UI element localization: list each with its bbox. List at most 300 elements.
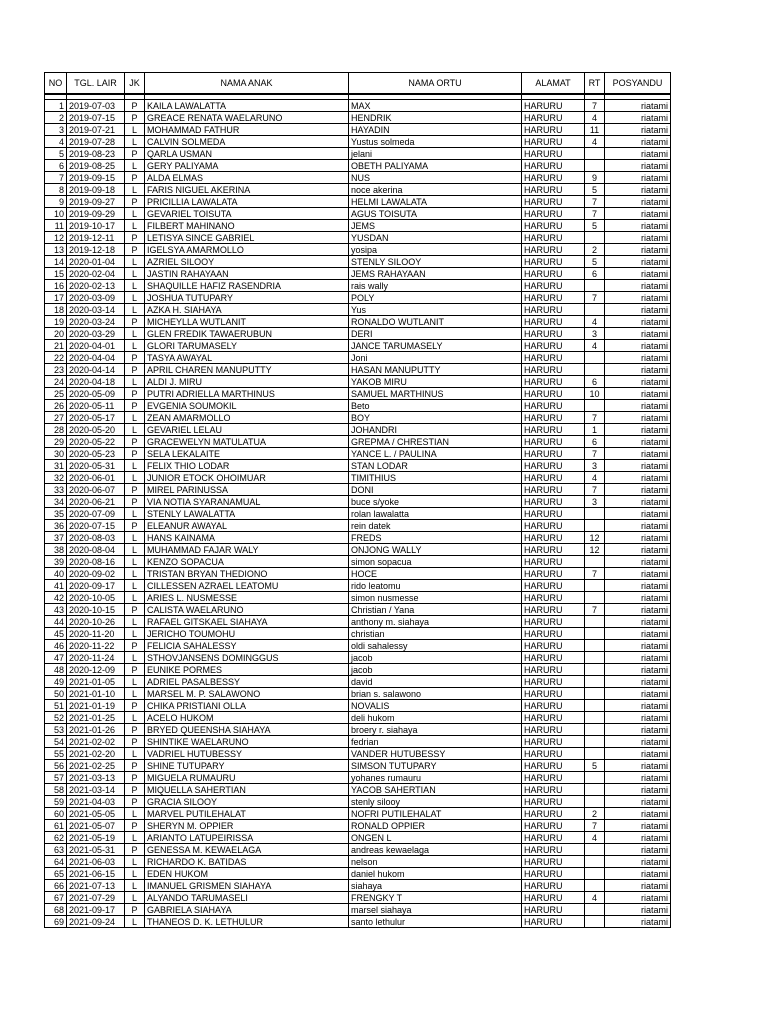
cell-nama-ortu: SAMUEL MARTHINUS bbox=[349, 388, 522, 400]
cell-nama-anak: KENZO SOPACUA bbox=[145, 556, 349, 568]
cell-nama-anak: MOHAMMAD FATHUR bbox=[145, 124, 349, 136]
cell-alamat: HARURU bbox=[522, 256, 585, 268]
cell-nama-ortu: santo lethulur bbox=[349, 916, 522, 928]
cell-posyandu: riatami bbox=[605, 484, 671, 496]
cell-no: 52 bbox=[45, 712, 67, 724]
cell-nama-ortu: HELMI LAWALATA bbox=[349, 196, 522, 208]
cell-rt bbox=[585, 844, 605, 856]
cell-jk: L bbox=[125, 556, 145, 568]
cell-rt: 7 bbox=[585, 484, 605, 496]
cell-nama-anak: FILBERT MAHINANO bbox=[145, 220, 349, 232]
cell-jk: P bbox=[125, 736, 145, 748]
cell-jk: P bbox=[125, 796, 145, 808]
cell-no: 11 bbox=[45, 220, 67, 232]
cell-nama-anak: ADRIEL PASALBESSY bbox=[145, 676, 349, 688]
cell-tgl-lair: 2021-01-25 bbox=[67, 712, 125, 724]
cell-tgl-lair: 2021-06-03 bbox=[67, 856, 125, 868]
cell-tgl-lair: 2020-06-07 bbox=[67, 484, 125, 496]
cell-nama-anak: GREACE RENATA WAELARUNO bbox=[145, 112, 349, 124]
cell-nama-ortu: JOHANDRI bbox=[349, 424, 522, 436]
cell-alamat: HARURU bbox=[522, 712, 585, 724]
cell-nama-ortu: NUS bbox=[349, 172, 522, 184]
table-row bbox=[45, 856, 671, 868]
cell-posyandu: riatami bbox=[605, 124, 671, 136]
table-row bbox=[45, 364, 671, 376]
cell-nama-ortu: POLY bbox=[349, 292, 522, 304]
table-row bbox=[45, 700, 671, 712]
cell-rt bbox=[585, 580, 605, 592]
cell-rt: 7 bbox=[585, 604, 605, 616]
cell-no: 44 bbox=[45, 616, 67, 628]
table-row bbox=[45, 124, 671, 136]
cell-posyandu: riatami bbox=[605, 220, 671, 232]
cell-tgl-lair: 2021-05-31 bbox=[67, 844, 125, 856]
cell-posyandu: riatami bbox=[605, 388, 671, 400]
cell-nama-ortu: jacob bbox=[349, 664, 522, 676]
cell-rt bbox=[585, 352, 605, 364]
cell-nama-ortu: NOFRI PUTILEHALAT bbox=[349, 808, 522, 820]
cell-rt bbox=[585, 592, 605, 604]
cell-nama-anak: GENESSA M. KEWAELAGA bbox=[145, 844, 349, 856]
cell-nama-ortu: Yustus solmeda bbox=[349, 136, 522, 148]
cell-tgl-lair: 2020-05-11 bbox=[67, 400, 125, 412]
cell-jk: P bbox=[125, 640, 145, 652]
cell-rt: 5 bbox=[585, 760, 605, 772]
cell-nama-anak: RICHARDO K. BATIDAS bbox=[145, 856, 349, 868]
cell-jk: L bbox=[125, 916, 145, 928]
table-row bbox=[45, 136, 671, 148]
cell-nama-anak: HANS KAINAMA bbox=[145, 532, 349, 544]
cell-alamat: HARURU bbox=[522, 880, 585, 892]
cell-rt: 3 bbox=[585, 496, 605, 508]
table-row bbox=[45, 904, 671, 916]
cell-jk: P bbox=[125, 664, 145, 676]
data-table bbox=[44, 72, 671, 928]
cell-no: 19 bbox=[45, 316, 67, 328]
cell-alamat: HARURU bbox=[522, 916, 585, 928]
cell-rt bbox=[585, 652, 605, 664]
table-row bbox=[45, 268, 671, 280]
cell-jk: L bbox=[125, 304, 145, 316]
cell-rt: 7 bbox=[585, 208, 605, 220]
cell-nama-anak: PUTRI ADRIELLA MARTHINUS bbox=[145, 388, 349, 400]
cell-nama-anak: CALVIN SOLMEDA bbox=[145, 136, 349, 148]
cell-no: 58 bbox=[45, 784, 67, 796]
cell-jk: P bbox=[125, 100, 145, 112]
cell-no: 60 bbox=[45, 808, 67, 820]
cell-jk: L bbox=[125, 616, 145, 628]
cell-nama-ortu: RONALD OPPIER bbox=[349, 820, 522, 832]
cell-alamat: HARURU bbox=[522, 196, 585, 208]
table-row bbox=[45, 472, 671, 484]
cell-alamat: HARURU bbox=[522, 436, 585, 448]
cell-posyandu: riatami bbox=[605, 868, 671, 880]
cell-alamat: HARURU bbox=[522, 532, 585, 544]
header-row bbox=[45, 73, 671, 95]
cell-tgl-lair: 2021-01-05 bbox=[67, 676, 125, 688]
cell-no: 1 bbox=[45, 100, 67, 112]
table-row bbox=[45, 748, 671, 760]
cell-no: 41 bbox=[45, 580, 67, 592]
cell-nama-ortu: TIMITHIUS bbox=[349, 472, 522, 484]
cell-tgl-lair: 2020-04-18 bbox=[67, 376, 125, 388]
cell-tgl-lair: 2020-10-15 bbox=[67, 604, 125, 616]
cell-rt: 7 bbox=[585, 196, 605, 208]
table-row bbox=[45, 304, 671, 316]
cell-tgl-lair: 2021-05-05 bbox=[67, 808, 125, 820]
cell-nama-anak: APRIL CHAREN MANUPUTTY bbox=[145, 364, 349, 376]
table-row bbox=[45, 184, 671, 196]
cell-nama-ortu: Christian / Yana bbox=[349, 604, 522, 616]
cell-jk: L bbox=[125, 136, 145, 148]
table-row bbox=[45, 772, 671, 784]
cell-nama-anak: JUNIOR ETOCK OHOIMUAR bbox=[145, 472, 349, 484]
cell-rt bbox=[585, 364, 605, 376]
cell-tgl-lair: 2020-11-22 bbox=[67, 640, 125, 652]
cell-posyandu: riatami bbox=[605, 316, 671, 328]
cell-no: 65 bbox=[45, 868, 67, 880]
cell-posyandu: riatami bbox=[605, 232, 671, 244]
cell-nama-ortu: YANCE L. / PAULINA bbox=[349, 448, 522, 460]
table-row bbox=[45, 868, 671, 880]
cell-tgl-lair: 2020-04-01 bbox=[67, 340, 125, 352]
cell-no: 49 bbox=[45, 676, 67, 688]
cell-posyandu: riatami bbox=[605, 748, 671, 760]
cell-no: 54 bbox=[45, 736, 67, 748]
cell-tgl-lair: 2019-09-29 bbox=[67, 208, 125, 220]
cell-jk: P bbox=[125, 352, 145, 364]
cell-rt bbox=[585, 400, 605, 412]
cell-jk: L bbox=[125, 220, 145, 232]
cell-rt bbox=[585, 724, 605, 736]
cell-alamat: HARURU bbox=[522, 316, 585, 328]
cell-posyandu: riatami bbox=[605, 136, 671, 148]
cell-no: 30 bbox=[45, 448, 67, 460]
cell-posyandu: riatami bbox=[605, 652, 671, 664]
table-row bbox=[45, 556, 671, 568]
cell-no: 62 bbox=[45, 832, 67, 844]
cell-nama-ortu: Joni bbox=[349, 352, 522, 364]
table-row bbox=[45, 604, 671, 616]
cell-no: 27 bbox=[45, 412, 67, 424]
cell-nama-anak: FARIS NIGUEL AKERINA bbox=[145, 184, 349, 196]
table-row bbox=[45, 460, 671, 472]
cell-no: 47 bbox=[45, 652, 67, 664]
cell-no: 55 bbox=[45, 748, 67, 760]
cell-rt: 6 bbox=[585, 376, 605, 388]
cell-tgl-lair: 2021-05-07 bbox=[67, 820, 125, 832]
cell-jk: P bbox=[125, 604, 145, 616]
cell-nama-anak: ARIANTO LATUPEIRISSA bbox=[145, 832, 349, 844]
cell-alamat: HARURU bbox=[522, 340, 585, 352]
cell-nama-ortu: andreas kewaelaga bbox=[349, 844, 522, 856]
cell-nama-ortu: brian s. salawono bbox=[349, 688, 522, 700]
cell-nama-ortu: rein datek bbox=[349, 520, 522, 532]
cell-rt bbox=[585, 640, 605, 652]
cell-rt: 12 bbox=[585, 544, 605, 556]
cell-posyandu: riatami bbox=[605, 400, 671, 412]
cell-alamat: HARURU bbox=[522, 832, 585, 844]
cell-jk: L bbox=[125, 652, 145, 664]
cell-tgl-lair: 2019-07-03 bbox=[67, 100, 125, 112]
cell-rt: 7 bbox=[585, 820, 605, 832]
cell-nama-anak: STENLY LAWALATTA bbox=[145, 508, 349, 520]
cell-tgl-lair: 2021-09-24 bbox=[67, 916, 125, 928]
cell-tgl-lair: 2021-01-26 bbox=[67, 724, 125, 736]
cell-tgl-lair: 2020-08-16 bbox=[67, 556, 125, 568]
cell-posyandu: riatami bbox=[605, 436, 671, 448]
cell-alamat: HARURU bbox=[522, 520, 585, 532]
cell-jk: L bbox=[125, 184, 145, 196]
cell-nama-anak: LETISYA SINCE GABRIEL bbox=[145, 232, 349, 244]
table-row bbox=[45, 808, 671, 820]
cell-no: 21 bbox=[45, 340, 67, 352]
cell-alamat: HARURU bbox=[522, 580, 585, 592]
cell-jk: L bbox=[125, 508, 145, 520]
cell-nama-ortu: OBETH PALIYAMA bbox=[349, 160, 522, 172]
cell-posyandu: riatami bbox=[605, 916, 671, 928]
cell-jk: P bbox=[125, 388, 145, 400]
cell-alamat: HARURU bbox=[522, 280, 585, 292]
cell-alamat: HARURU bbox=[522, 892, 585, 904]
cell-nama-anak: JOSHUA TUTUPARY bbox=[145, 292, 349, 304]
cell-nama-ortu: RONALDO WUTLANIT bbox=[349, 316, 522, 328]
cell-posyandu: riatami bbox=[605, 880, 671, 892]
cell-posyandu: riatami bbox=[605, 556, 671, 568]
cell-alamat: HARURU bbox=[522, 244, 585, 256]
cell-alamat: HARURU bbox=[522, 496, 585, 508]
cell-nama-anak: IGELSYA AMARMOLLO bbox=[145, 244, 349, 256]
cell-nama-ortu: fedrian bbox=[349, 736, 522, 748]
cell-posyandu: riatami bbox=[605, 184, 671, 196]
cell-posyandu: riatami bbox=[605, 292, 671, 304]
cell-posyandu: riatami bbox=[605, 772, 671, 784]
cell-posyandu: riatami bbox=[605, 412, 671, 424]
cell-nama-ortu: YAKOB MIRU bbox=[349, 376, 522, 388]
cell-rt bbox=[585, 160, 605, 172]
cell-nama-anak: EUNIKE PORMES bbox=[145, 664, 349, 676]
cell-alamat: HARURU bbox=[522, 772, 585, 784]
cell-alamat: HARURU bbox=[522, 100, 585, 112]
cell-jk: L bbox=[125, 412, 145, 424]
cell-nama-anak: CILLESSEN AZRAEL LEATOMU bbox=[145, 580, 349, 592]
col-header-nama-ortu: NAMA ORTU bbox=[349, 73, 522, 95]
cell-jk: L bbox=[125, 712, 145, 724]
cell-jk: L bbox=[125, 376, 145, 388]
cell-rt: 3 bbox=[585, 460, 605, 472]
cell-no: 29 bbox=[45, 436, 67, 448]
cell-posyandu: riatami bbox=[605, 604, 671, 616]
cell-alamat: HARURU bbox=[522, 172, 585, 184]
cell-no: 24 bbox=[45, 376, 67, 388]
cell-nama-ortu: jacob bbox=[349, 652, 522, 664]
cell-tgl-lair: 2021-01-19 bbox=[67, 700, 125, 712]
cell-jk: L bbox=[125, 424, 145, 436]
cell-tgl-lair: 2021-04-03 bbox=[67, 796, 125, 808]
cell-tgl-lair: 2020-06-21 bbox=[67, 496, 125, 508]
cell-no: 46 bbox=[45, 640, 67, 652]
cell-posyandu: riatami bbox=[605, 688, 671, 700]
table-row bbox=[45, 496, 671, 508]
table-row bbox=[45, 916, 671, 928]
table-row bbox=[45, 676, 671, 688]
cell-no: 14 bbox=[45, 256, 67, 268]
cell-nama-ortu: VANDER HUTUBESSY bbox=[349, 748, 522, 760]
cell-posyandu: riatami bbox=[605, 304, 671, 316]
cell-alamat: HARURU bbox=[522, 784, 585, 796]
table-row bbox=[45, 892, 671, 904]
cell-rt bbox=[585, 736, 605, 748]
cell-posyandu: riatami bbox=[605, 364, 671, 376]
cell-rt: 7 bbox=[585, 100, 605, 112]
cell-tgl-lair: 2020-02-13 bbox=[67, 280, 125, 292]
table-row bbox=[45, 508, 671, 520]
cell-alamat: HARURU bbox=[522, 112, 585, 124]
cell-tgl-lair: 2020-05-22 bbox=[67, 436, 125, 448]
cell-alamat: HARURU bbox=[522, 628, 585, 640]
table-row bbox=[45, 688, 671, 700]
cell-nama-ortu: yosipa bbox=[349, 244, 522, 256]
cell-nama-ortu: broery r. siahaya bbox=[349, 724, 522, 736]
cell-no: 61 bbox=[45, 820, 67, 832]
table-row bbox=[45, 412, 671, 424]
cell-rt bbox=[585, 712, 605, 724]
cell-nama-ortu: STAN LODAR bbox=[349, 460, 522, 472]
cell-jk: P bbox=[125, 700, 145, 712]
cell-tgl-lair: 2019-09-27 bbox=[67, 196, 125, 208]
cell-nama-anak: ALYANDO TARUMASELI bbox=[145, 892, 349, 904]
table-row bbox=[45, 532, 671, 544]
cell-alamat: HARURU bbox=[522, 556, 585, 568]
cell-nama-anak: PRICILLIA LAWALATA bbox=[145, 196, 349, 208]
cell-rt bbox=[585, 748, 605, 760]
cell-posyandu: riatami bbox=[605, 616, 671, 628]
cell-posyandu: riatami bbox=[605, 724, 671, 736]
cell-no: 22 bbox=[45, 352, 67, 364]
cell-nama-anak: EDEN HUKOM bbox=[145, 868, 349, 880]
cell-alamat: HARURU bbox=[522, 160, 585, 172]
cell-tgl-lair: 2019-08-25 bbox=[67, 160, 125, 172]
cell-nama-anak: GEVARIEL TOISUTA bbox=[145, 208, 349, 220]
cell-nama-anak: GLEN FREDIK TAWAERUBUN bbox=[145, 328, 349, 340]
cell-no: 63 bbox=[45, 844, 67, 856]
cell-rt bbox=[585, 616, 605, 628]
cell-nama-ortu: HENDRIK bbox=[349, 112, 522, 124]
cell-nama-ortu: ONJONG WALLY bbox=[349, 544, 522, 556]
cell-nama-ortu: SIMSON TUTUPARY bbox=[349, 760, 522, 772]
cell-nama-anak: THANEOS D. K. LETHULUR bbox=[145, 916, 349, 928]
table-row bbox=[45, 196, 671, 208]
table-row bbox=[45, 844, 671, 856]
table-row bbox=[45, 256, 671, 268]
cell-nama-ortu: anthony m. siahaya bbox=[349, 616, 522, 628]
cell-no: 51 bbox=[45, 700, 67, 712]
cell-rt: 5 bbox=[585, 220, 605, 232]
cell-nama-anak: ARIES L. NUSMESSE bbox=[145, 592, 349, 604]
cell-jk: L bbox=[125, 472, 145, 484]
cell-alamat: HARURU bbox=[522, 592, 585, 604]
cell-alamat: HARURU bbox=[522, 748, 585, 760]
cell-nama-anak: CALISTA WAELARUNO bbox=[145, 604, 349, 616]
cell-nama-anak: AZKA H. SIAHAYA bbox=[145, 304, 349, 316]
table-row bbox=[45, 376, 671, 388]
cell-jk: P bbox=[125, 112, 145, 124]
cell-alamat: HARURU bbox=[522, 844, 585, 856]
cell-posyandu: riatami bbox=[605, 700, 671, 712]
cell-posyandu: riatami bbox=[605, 664, 671, 676]
cell-tgl-lair: 2020-07-15 bbox=[67, 520, 125, 532]
cell-no: 16 bbox=[45, 280, 67, 292]
cell-jk: L bbox=[125, 676, 145, 688]
cell-rt: 7 bbox=[585, 292, 605, 304]
cell-jk: P bbox=[125, 760, 145, 772]
cell-alamat: HARURU bbox=[522, 424, 585, 436]
cell-nama-anak: ZEAN AMARMOLLO bbox=[145, 412, 349, 424]
cell-no: 67 bbox=[45, 892, 67, 904]
table-row bbox=[45, 436, 671, 448]
table-row bbox=[45, 544, 671, 556]
cell-jk: L bbox=[125, 856, 145, 868]
cell-posyandu: riatami bbox=[605, 376, 671, 388]
cell-nama-anak: TRISTAN BRYAN THEDIONO bbox=[145, 568, 349, 580]
cell-nama-anak: GRACEWELYN MATULATUA bbox=[145, 436, 349, 448]
cell-posyandu: riatami bbox=[605, 904, 671, 916]
cell-nama-ortu: BOY bbox=[349, 412, 522, 424]
cell-nama-ortu: daniel hukom bbox=[349, 868, 522, 880]
cell-rt bbox=[585, 796, 605, 808]
cell-no: 8 bbox=[45, 184, 67, 196]
cell-tgl-lair: 2020-02-04 bbox=[67, 268, 125, 280]
cell-posyandu: riatami bbox=[605, 832, 671, 844]
cell-jk: L bbox=[125, 328, 145, 340]
table-body bbox=[45, 94, 671, 928]
cell-nama-anak: MIQUELLA SAHERTIAN bbox=[145, 784, 349, 796]
cell-rt bbox=[585, 868, 605, 880]
cell-nama-anak: JERICHO TOUMOHU bbox=[145, 628, 349, 640]
cell-tgl-lair: 2021-01-10 bbox=[67, 688, 125, 700]
cell-nama-anak: VIA NOTIA SYARANAMUAL bbox=[145, 496, 349, 508]
cell-jk: L bbox=[125, 628, 145, 640]
table-row bbox=[45, 736, 671, 748]
cell-jk: L bbox=[125, 892, 145, 904]
table-row bbox=[45, 712, 671, 724]
cell-rt bbox=[585, 772, 605, 784]
cell-nama-ortu: marsel siahaya bbox=[349, 904, 522, 916]
cell-tgl-lair: 2021-03-14 bbox=[67, 784, 125, 796]
col-header-posyandu: POSYANDU bbox=[605, 73, 671, 95]
table-row bbox=[45, 784, 671, 796]
table-row bbox=[45, 652, 671, 664]
cell-nama-anak: ACELO HUKOM bbox=[145, 712, 349, 724]
cell-alamat: HARURU bbox=[522, 544, 585, 556]
cell-no: 64 bbox=[45, 856, 67, 868]
cell-rt bbox=[585, 856, 605, 868]
cell-rt: 6 bbox=[585, 436, 605, 448]
cell-rt: 4 bbox=[585, 832, 605, 844]
cell-posyandu: riatami bbox=[605, 784, 671, 796]
cell-no: 6 bbox=[45, 160, 67, 172]
cell-rt: 3 bbox=[585, 328, 605, 340]
cell-tgl-lair: 2019-09-18 bbox=[67, 184, 125, 196]
cell-nama-ortu: YUSDAN bbox=[349, 232, 522, 244]
cell-alamat: HARURU bbox=[522, 220, 585, 232]
cell-rt: 4 bbox=[585, 112, 605, 124]
cell-posyandu: riatami bbox=[605, 496, 671, 508]
cell-nama-ortu: HOCE bbox=[349, 568, 522, 580]
cell-posyandu: riatami bbox=[605, 100, 671, 112]
cell-nama-anak: VADRIEL HUTUBESSY bbox=[145, 748, 349, 760]
cell-no: 17 bbox=[45, 292, 67, 304]
